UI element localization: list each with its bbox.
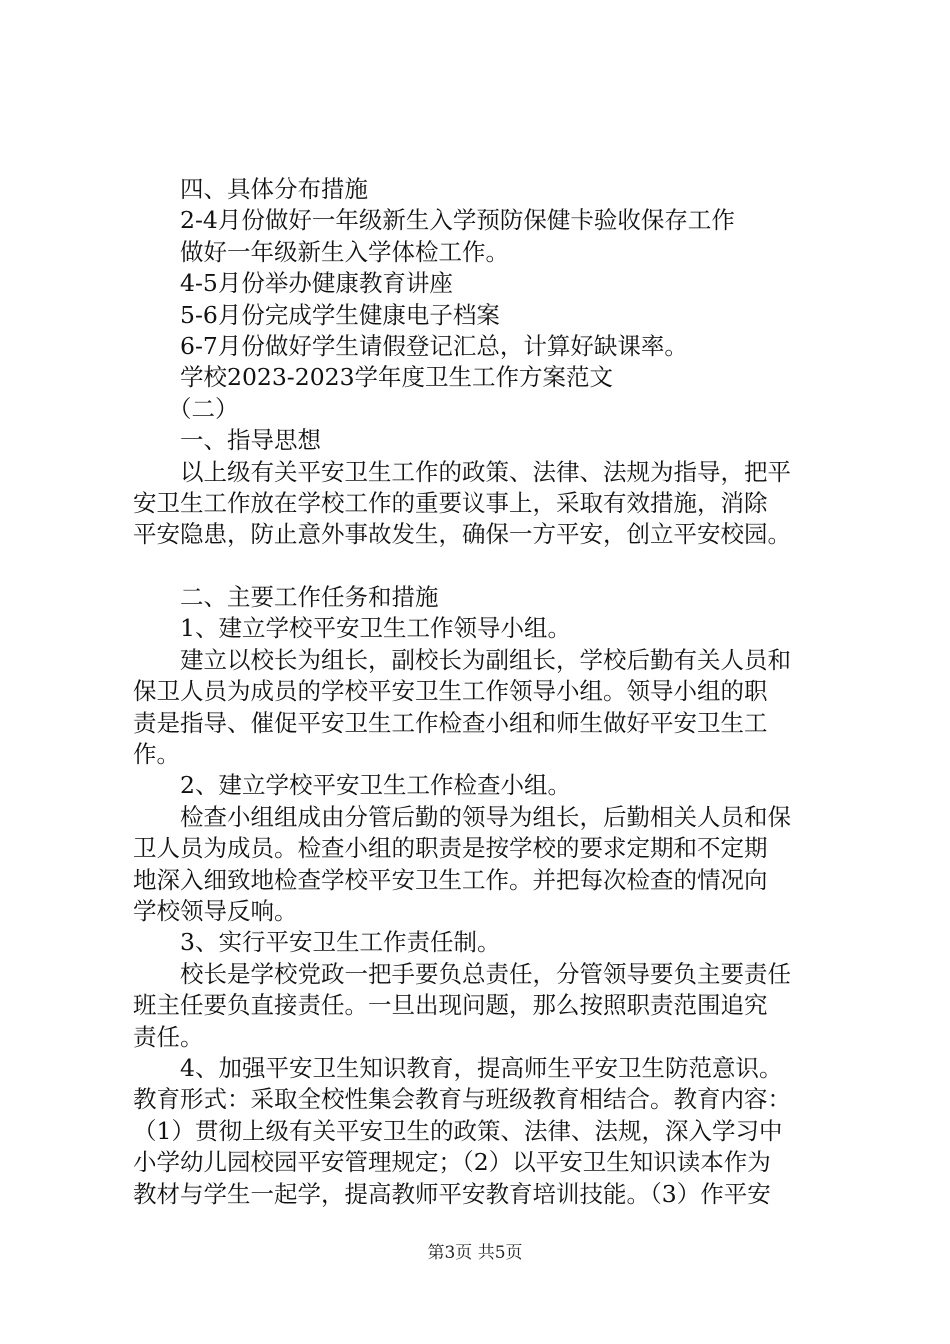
document-body [133,174,833,1210]
text-line: 做好一年级新生入学体检工作。 [180,237,509,266]
subheading: 2、建立学校平安卫生工作检查小组。 [180,771,571,800]
text-line: 2-4月份做好一年级新生入学预防保健卡验收保存工作 [180,206,735,235]
paragraph-line: 小学幼儿园校园平安管理规定；（2）以平安卫生知识读本作为 [133,1148,771,1177]
document-subtitle: （二） [168,394,239,423]
subheading: 4、加强平安卫生知识教育，提高师生平安卫生防范意识。 [180,1053,783,1082]
paragraph-line: （1）贯彻上级有关平安卫生的政策、法律、法规，深入学习中 [133,1116,783,1145]
paragraph-line: 教材与学生一起学，提高教师平安教育培训技能。（3）作平安 [133,1179,771,1208]
paragraph-line: 作。 [133,740,180,769]
paragraph-line: 学校领导反响。 [133,896,298,925]
text-line: 6-7月份做好学生请假登记汇总，计算好缺课率。 [180,331,688,360]
paragraph-line: 以上级有关平安卫生工作的政策、法律、法规为指导，把平 [180,457,791,486]
paragraph-line: 建立以校长为组长，副校长为副组长，学校后勤有关人员和 [180,645,791,674]
subheading: 3、实行平安卫生工作责任制。 [180,928,501,957]
blank-line [133,551,833,582]
section-heading-tasks: 二、主要工作任务和措施 [180,583,439,612]
paragraph-line: 校长是学校党政一把手要负总责任，分管领导要负主要责任 [180,959,791,988]
subheading: 1、建立学校平安卫生工作领导小组。 [180,614,571,643]
paragraph-line: 教育形式：采取全校性集会教育与班级教育相结合。教育内容： [133,1085,791,1114]
paragraph-line: 班主任要负直接责任。一旦出现问题，那么按照职责范围追究 [133,991,768,1020]
text-line: 5-6月份完成学生健康电子档案 [180,300,500,329]
section-heading-guiding-thought: 一、指导思想 [180,426,321,455]
paragraph-line: 责是指导、催促平安卫生工作检查小组和师生做好平安卫生工 [133,708,768,737]
paragraph-line: 地深入细致地检查学校平安卫生工作。并把每次检查的情况向 [133,865,768,894]
paragraph-line: 责任。 [133,1022,204,1051]
page-number-footer: 第3页 共5页 [427,1243,523,1263]
section-heading-measures: 四、具体分布措施 [180,175,368,203]
document-title: 学校2023-2023学年度卫生工作方案范文 [180,363,614,392]
paragraph-line: 保卫人员为成员的学校平安卫生工作领导小组。领导小组的职 [133,677,768,706]
paragraph-line: 卫人员为成员。检查小组的职责是按学校的要求定期和不定期 [133,834,768,863]
paragraph-line: 检查小组组成由分管后勤的领导为组长，后勤相关人员和保 [180,802,791,831]
paragraph-line: 安卫生工作放在学校工作的重要议事上，采取有效措施，消除 [133,488,768,517]
text-line: 4-5月份举办健康教育讲座 [180,269,453,298]
paragraph-line: 平安隐患，防止意外事故发生，确保一方平安，创立平安校园。 [133,520,791,549]
